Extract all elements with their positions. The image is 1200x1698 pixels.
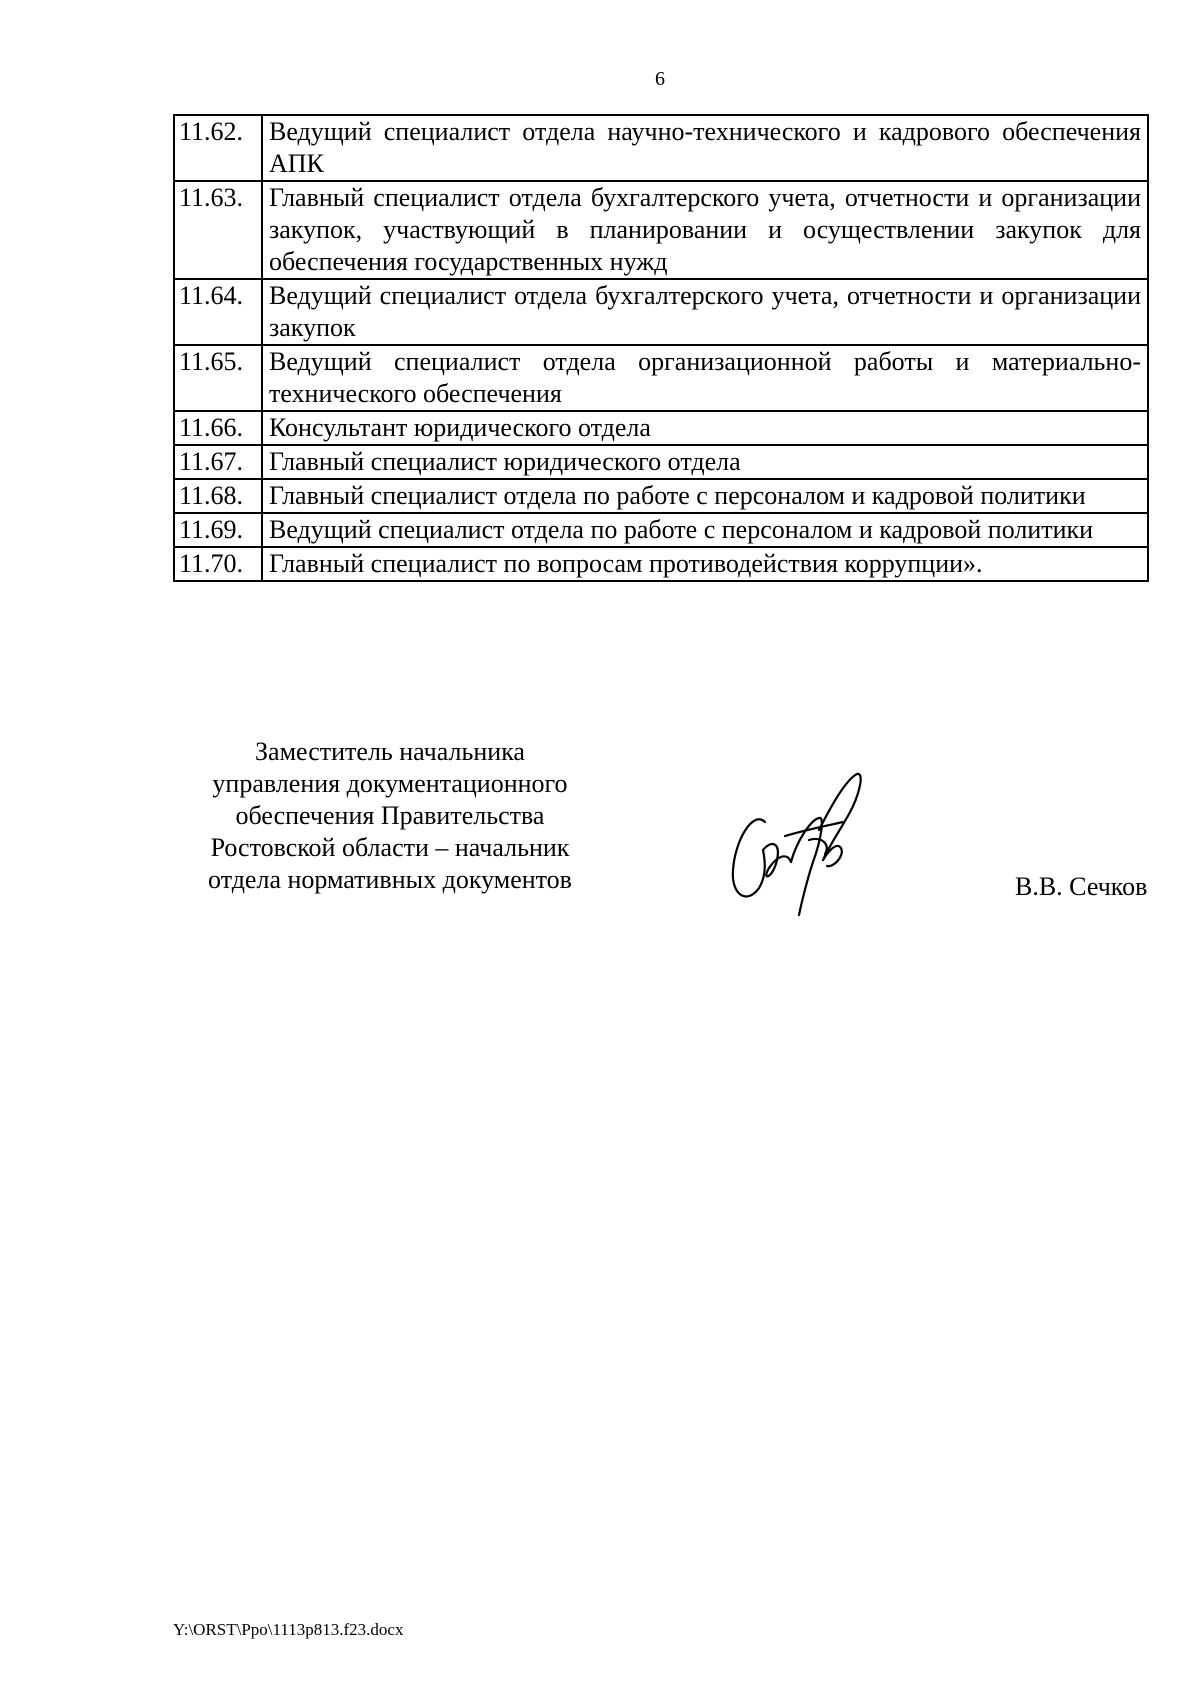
- row-number: 11.69.: [174, 513, 262, 547]
- row-number: 11.65.: [174, 345, 262, 411]
- row-number: 11.62.: [174, 115, 262, 181]
- table-row: [174, 513, 1148, 547]
- row-number: 11.66.: [174, 411, 262, 445]
- row-number: 11.63.: [174, 181, 262, 279]
- table-row: [174, 181, 1148, 279]
- row-number: 11.68.: [174, 479, 262, 513]
- position-title: Главный специалист по вопросам противодействия коррупции».: [262, 547, 1148, 581]
- position-title: Ведущий специалист отдела бухгалтерского учета, отчетности и организации закупок: [262, 279, 1148, 345]
- position-title: Ведущий специалист отдела научно-технического и кадрового обеспечения АПК: [262, 115, 1148, 181]
- row-number: 11.67.: [174, 445, 262, 479]
- signatory-title-line: Ростовской области – начальник: [210, 833, 570, 862]
- signatory-title-line: Заместитель начальника: [255, 737, 525, 766]
- position-title: Главный специалист отдела бухгалтерского учета, отчетности и организации закупок, участвующий в планировании и осуществлении закупок для обеспечения государственных нужд: [262, 181, 1148, 279]
- table-row: [174, 115, 1148, 181]
- position-title: Главный специалист отдела по работе с персоналом и кадровой политики: [262, 479, 1148, 513]
- signatory-title-line: обеспечения Правительства: [235, 801, 545, 830]
- table-row: [174, 547, 1148, 581]
- position-title: Ведущий специалист отдела организационной работы и материально-технического обеспечения: [262, 345, 1148, 411]
- table-row: [174, 445, 1148, 479]
- table-row: [174, 411, 1148, 445]
- handwritten-signature: [725, 770, 885, 920]
- position-title: Ведущий специалист отдела по работе с персоналом и кадровой политики: [262, 513, 1148, 547]
- signatory-title-line: управления документационного: [212, 769, 568, 798]
- table-row: [174, 279, 1148, 345]
- position-title: Главный специалист юридического отдела: [262, 445, 1148, 479]
- position-title: Консультант юридического отдела: [262, 411, 1148, 445]
- row-number: 11.70.: [174, 547, 262, 581]
- page-number: 6: [655, 68, 665, 90]
- signatory-title-line: отдела нормативных документов: [208, 865, 572, 894]
- signatory-title: [180, 736, 600, 896]
- signatory-name: В.В. Сечков: [1015, 872, 1148, 901]
- table-row: [174, 479, 1148, 513]
- file-path: Y:\ORST\Ppo\1113p813.f23.docx: [173, 1620, 404, 1639]
- row-number: 11.64.: [174, 279, 262, 345]
- positions-table: [173, 114, 1149, 582]
- table-row: [174, 345, 1148, 411]
